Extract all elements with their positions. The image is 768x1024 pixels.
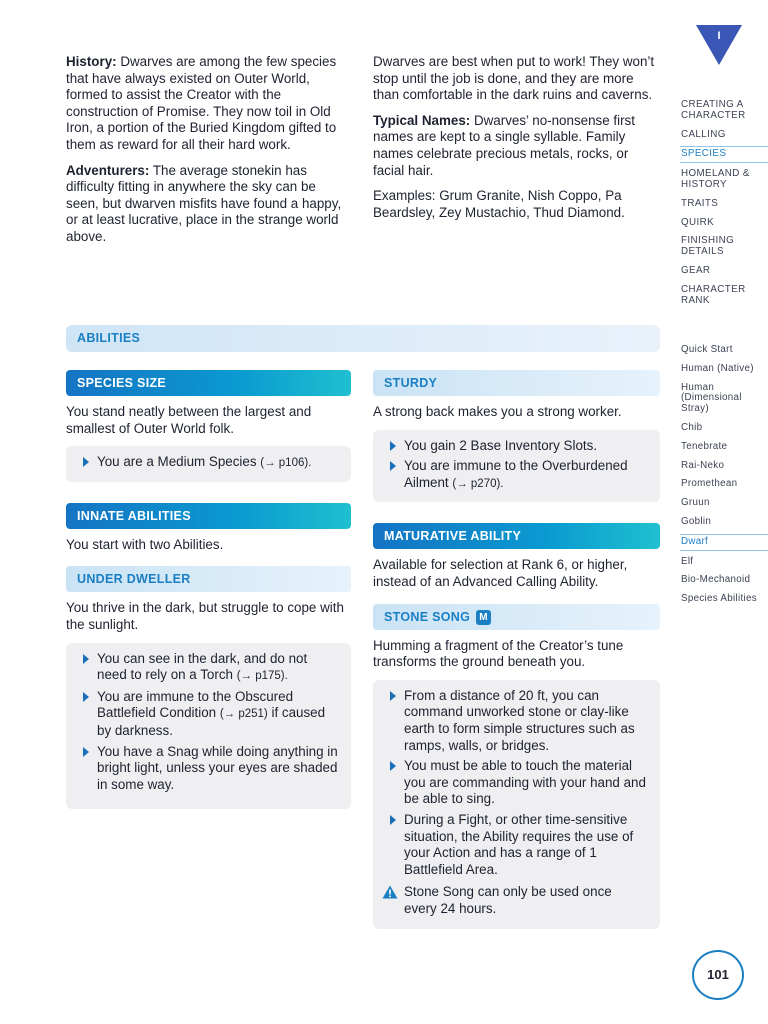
sturdy-box xyxy=(373,430,660,503)
examples-paragraph: Examples: Grum Granite, Nish Coppo, Pa Beardsley, Zey Mustachio, Thud Diamond. xyxy=(373,188,625,220)
history-label: History: xyxy=(66,54,117,69)
innate-abilities-heading: INNATE ABILITIES xyxy=(66,503,351,529)
sidenav-item-species[interactable]: SPECIES xyxy=(680,146,768,163)
stone-song-desc: Humming a fragment of the Creator’s tune transforms the ground beneath you. xyxy=(373,637,624,670)
list-item: You have a Snag while doing anything in bright light, unless your eyes are shaded in some way. xyxy=(81,744,339,794)
list-item: During a Fight, or other time-sensitive situation, the Ability requires the use of your Action and has a range of 1 Battlefield Area. xyxy=(388,812,648,878)
intro-left-column xyxy=(66,54,351,255)
sidenav-subitem-gruun[interactable]: Gruun xyxy=(681,497,710,509)
abilities-left-column xyxy=(66,370,351,809)
list-item: You are a Medium Species (→ p106). xyxy=(81,454,339,472)
stone-song-box xyxy=(373,680,660,930)
adventurers-text: The average stonekin has difficulty fitting in anywhere the sky can be seen, but dwarven misfits have found a happy, or at least lucrative, place in the strange world above. xyxy=(66,162,342,244)
list-item: You gain 2 Base Inventory Slots. xyxy=(388,438,648,455)
typical-names-label: Typical Names: xyxy=(373,112,471,128)
list-item: You can see in the dark, and do not need to rely on a Torch (→ p175). xyxy=(81,651,339,685)
bullet-arrow-icon xyxy=(390,761,396,771)
species-size-desc: You stand neatly between the largest and smallest of Outer World folk. xyxy=(66,404,312,436)
stone-song-heading: STONE SONG M xyxy=(373,604,660,630)
history-paragraph xyxy=(66,54,351,154)
sidenav-subitem-rai-neko[interactable]: Rai-Neko xyxy=(681,459,725,471)
bullet-arrow-icon xyxy=(83,692,89,702)
list-item: You are immune to the Obscured Battlefield Condition (→ p251) if caused by darkness. xyxy=(81,689,339,740)
sidenav-main xyxy=(680,98,768,312)
sidenav-subitem-quick-start[interactable]: Quick Start xyxy=(681,344,733,355)
abilities-right-column xyxy=(373,370,660,929)
sidenav-subitem-human-dimensional-stray[interactable]: Human (Dimensional Stray) xyxy=(681,381,742,415)
adventurers-paragraph xyxy=(66,163,351,246)
bullet-arrow-icon xyxy=(390,691,396,701)
sidenav-subitem-chib[interactable]: Chib xyxy=(681,421,703,433)
sidenav-item-character-rank[interactable]: CHARACTER RANK xyxy=(681,283,746,306)
bullet-arrow-icon xyxy=(390,441,396,451)
list-item: You are immune to the Overburdened Ailment (→ p270). xyxy=(388,458,648,492)
species-size-box xyxy=(66,446,351,482)
chapter-tab-label: I xyxy=(717,30,721,42)
sidenav-sub xyxy=(680,343,768,611)
page-reference[interactable]: (→ p251) xyxy=(219,708,268,721)
sidenav-subitem-bio-mechanoid[interactable]: Bio-Mechanoid xyxy=(681,574,751,586)
page-number: 101 xyxy=(692,950,744,1000)
typical-names-text: Dwarves’ no-nonsense first names are kept to a single syllable. Family names celebrate precious metals, rocks, or facial hair. xyxy=(373,112,635,178)
intro-right-column xyxy=(373,54,660,230)
page-reference[interactable]: (→ p175). xyxy=(236,670,288,683)
bullet-arrow-icon xyxy=(83,654,89,664)
bullet-arrow-icon xyxy=(83,747,89,757)
species-size-heading: SPECIES SIZE xyxy=(66,370,351,396)
adventurers-label: Adventurers: xyxy=(66,162,150,178)
under-dweller-box xyxy=(66,643,351,810)
sturdy-desc: A strong back makes you a strong worker. xyxy=(373,404,622,419)
sidenav-subitem-promethean[interactable]: Promethean xyxy=(681,478,738,490)
warning-item: Stone Song can only be used once every 24 hours. xyxy=(388,884,648,917)
magic-badge-icon: M xyxy=(476,610,491,625)
warning-icon xyxy=(382,885,398,899)
page-reference[interactable]: (→ p106). xyxy=(260,457,312,470)
sidenav-item-quirk[interactable]: QUIRK xyxy=(681,216,715,228)
maturative-ability-desc: Available for selection at Rank 6, or higher, instead of an Advanced Calling Ability. xyxy=(373,557,628,589)
under-dweller-desc: You thrive in the dark, but struggle to cope with the sunlight. xyxy=(66,600,344,632)
sidenav-subitem-goblin[interactable]: Goblin xyxy=(681,515,712,527)
page-reference[interactable]: (→ p270). xyxy=(452,477,504,490)
list-item: You must be able to touch the material you are commanding with your hand and be able to sing. xyxy=(388,758,648,808)
sidenav-item-gear[interactable]: GEAR xyxy=(681,264,711,276)
sidenav-item-finishing-details[interactable]: FINISHING DETAILS xyxy=(681,235,735,258)
sidenav-subitem-species-abilities[interactable]: Species Abilities xyxy=(681,593,757,605)
bullet-arrow-icon xyxy=(83,457,89,467)
sturdy-heading: STURDY xyxy=(373,370,660,396)
sidenav-item-traits[interactable]: TRAITS xyxy=(681,197,719,209)
maturative-ability-heading: MATURATIVE ABILITY xyxy=(373,523,660,549)
under-dweller-heading: UNDER DWELLER xyxy=(66,566,351,592)
history-text: Dwarves are among the few species that have always existed on Outer World, formed to assist the Creator with the construction of Promise. They now toil in Old Iron, a portion of the Buried Kingdom gifted to them as reward for all their hard work. xyxy=(66,54,337,152)
sidenav-item-creating-a-character[interactable]: CREATING A CHARACTER xyxy=(681,99,746,121)
abilities-heading: ABILITIES xyxy=(66,325,660,352)
work-paragraph: Dwarves are best when put to work! They won’t stop until the job is done, and they are more than comfortable in the dark ruins and caverns. xyxy=(373,54,655,103)
sidenav-item-calling[interactable]: CALLING xyxy=(681,128,726,140)
sidenav-item-homeland-history[interactable]: HOMELAND & HISTORY xyxy=(681,168,750,190)
innate-abilities-desc: You start with two Abilities. xyxy=(66,536,224,552)
sidenav-subitem-dwarf[interactable]: Dwarf xyxy=(680,534,768,551)
sidenav-subitem-elf[interactable]: Elf xyxy=(681,555,694,567)
bullet-arrow-icon xyxy=(390,815,396,825)
sidenav-subitem-human-native[interactable]: Human (Native) xyxy=(681,362,754,374)
sidenav-subitem-tenebrate[interactable]: Tenebrate xyxy=(681,440,728,452)
list-item: From a distance of 20 ft, you can command unworked stone or clay-like earth to form simple structures such as ramps, walls, or bridges. xyxy=(388,688,648,754)
typical-names-paragraph xyxy=(373,113,660,179)
bullet-arrow-icon xyxy=(390,461,396,471)
